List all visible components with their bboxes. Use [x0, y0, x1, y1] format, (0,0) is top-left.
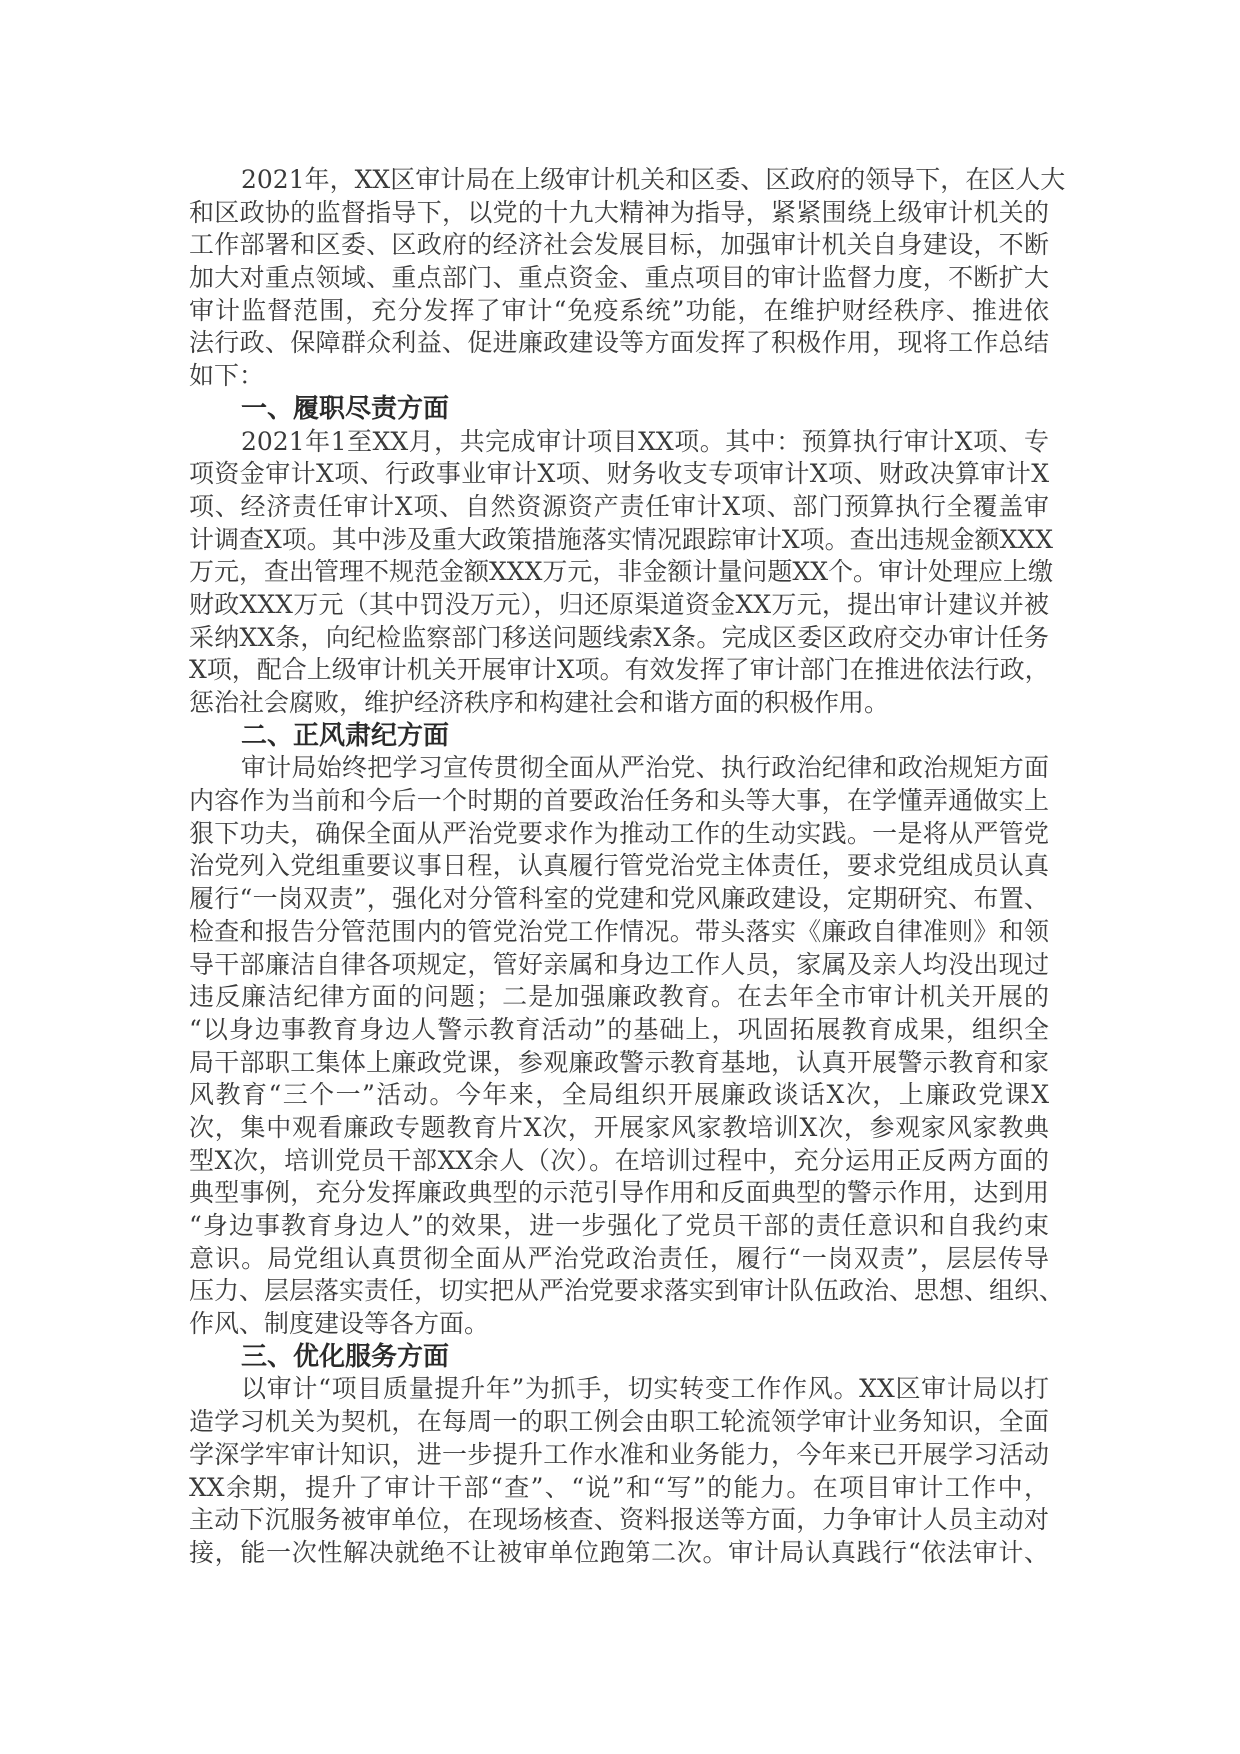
- text-line: 治党列入党组重要议事日程，认真履行管党治党主体责任，要求党组成员认真: [189, 851, 1049, 881]
- text-line: 2021年1至XX月，共完成审计项目XX项。其中：预算执行审计X项、专: [241, 426, 1049, 456]
- document-body: [189, 164, 1066, 1570]
- text-line: 风教育“三个一”活动。今年来，全局组织开展廉政谈话X次，上廉政党课X: [189, 1080, 1049, 1110]
- text-line: 万元，查出管理不规范金额XXX万元，非金额计量问题XX个。审计处理应上缴: [189, 557, 1053, 587]
- text-line: 压力、层层落实责任，切实把从严治党要求落实到审计队伍政治、思想、组织、: [189, 1276, 1065, 1306]
- text-line: 典型事例，充分发挥廉政典型的示范引导作用和反面典型的警示作用，达到用: [189, 1178, 1049, 1208]
- text-line: XX余期，提升了审计干部“查”、“说”和“写”的能力。在项目审计工作中，: [189, 1472, 1049, 1502]
- text-line: 审计监督范围，充分发挥了审计“免疫系统”功能，在维护财经秩序、推进依: [189, 295, 1049, 325]
- text-line: 狠下功夫，确保全面从严治党要求作为推动工作的生动实践。一是将从严管党: [189, 818, 1049, 848]
- text-line: 主动下沉服务被审单位，在现场核查、资料报送等方面，力争审计人员主动对: [189, 1505, 1049, 1535]
- paragraph: [189, 426, 1053, 720]
- text-line: 以审计“项目质量提升年”为抓手，切实转变工作作风。XX区审计局以打: [241, 1374, 1049, 1404]
- paragraph: [189, 1373, 1049, 1569]
- paragraph: [189, 164, 1066, 393]
- text-line: 加大对重点领域、重点部门、重点资金、重点项目的审计监督力度，不断扩大: [189, 263, 1049, 293]
- text-line: 接，能一次性解决就绝不让被审单位跑第二次。审计局认真践行“依法审计、: [189, 1537, 1049, 1567]
- text-line: 意识。局党组认真贯彻全面从严治党政治责任，履行“一岗双责”，层层传导: [189, 1243, 1049, 1273]
- text-line: 履行“一岗双责”，强化对分管科室的党建和党风廉政建设，定期研究、布置、: [189, 884, 1049, 914]
- text-line: 采纳XX条，向纪检监察部门移送问题线索X条。完成区委区政府交办审计任务: [189, 622, 1049, 652]
- text-line: 审计局始终把学习宣传贯彻全面从严治党、执行政治纪律和政治规矩方面: [241, 753, 1049, 783]
- text-line: “以身边事教育身边人警示教育活动”的基础上，巩固拓展教育成果，组织全: [189, 1014, 1049, 1044]
- text-line: 项资金审计X项、行政事业审计X项、财务收支专项审计X项、财政决算审计X: [189, 459, 1049, 489]
- text-line: “身边事教育身边人”的效果，进一步强化了党员干部的责任意识和自我约束: [189, 1211, 1049, 1240]
- text-line: 财政XXX万元（其中罚没万元），归还原渠道资金XX万元，提出审计建议并被: [189, 589, 1049, 619]
- text-line: 型X次，培训党员干部XX余人（次）。在培训过程中，充分运用正反两方面的: [189, 1145, 1049, 1175]
- text-line: 导干部廉洁自律各项规定，管好亲属和身边工作人员，家属及亲人均没出现过: [189, 949, 1049, 979]
- text-line: 检查和报告分管范围内的管党治党工作情况。带头落实《廉政自律准则》和领: [189, 916, 1049, 946]
- text-line: 工作部署和区委、区政府的经济社会发展目标，加强审计机关自身建设，不断: [189, 230, 1049, 260]
- text-line: 造学习机关为契机，在每周一的职工例会由职工轮流领学审计业务知识，全面: [189, 1407, 1049, 1437]
- section-heading: 三、优化服务方面: [241, 1341, 450, 1372]
- text-line: 和区政协的监督指导下，以党的十九大精神为指导，紧紧围绕上级审计机关的: [189, 197, 1049, 227]
- text-line: 法行政、保障群众利益、促进廉政建设等方面发挥了积极作用，现将工作总结: [189, 328, 1049, 358]
- text-line: 计调查X项。其中涉及重大政策措施落实情况跟踪审计X项。查出违规金额XXX: [189, 524, 1053, 554]
- text-line: 如下：: [189, 361, 265, 391]
- paragraph: [189, 752, 1065, 1340]
- text-line: 违反廉洁纪律方面的问题；二是加强廉政教育。在去年全市审计机关开展的: [189, 982, 1049, 1012]
- text-line: 局干部职工集体上廉政党课，参观廉政警示教育基地，认真开展警示教育和家: [189, 1047, 1049, 1077]
- text-line: 次，集中观看廉政专题教育片X次，开展家风家教培训X次，参观家风家教典: [189, 1112, 1049, 1142]
- text-line: 2021年，XX区审计局在上级审计机关和区委、区政府的领导下，在区人大: [241, 165, 1066, 194]
- section-heading: 一、履职尽责方面: [241, 393, 450, 424]
- text-line: X项，配合上级审计机关开展审计X项。有效发挥了审计部门在推进依法行政，: [189, 655, 1050, 685]
- text-line: 内容作为当前和今后一个时期的首要政治任务和头等大事，在学懂弄通做实上: [189, 786, 1049, 816]
- text-line: 惩治社会腐败，维护经济秩序和构建社会和谐方面的积极作用。: [189, 688, 890, 717]
- section-heading: 二、正风肃纪方面: [241, 720, 450, 751]
- text-line: 项、经济责任审计X项、自然资源资产责任审计X项、部门预算执行全覆盖审: [189, 491, 1049, 521]
- text-line: 学深学牢审计知识，进一步提升工作水准和业务能力，今年来已开展学习活动: [189, 1439, 1049, 1469]
- text-line: 作风、制度建设等各方面。: [189, 1309, 490, 1339]
